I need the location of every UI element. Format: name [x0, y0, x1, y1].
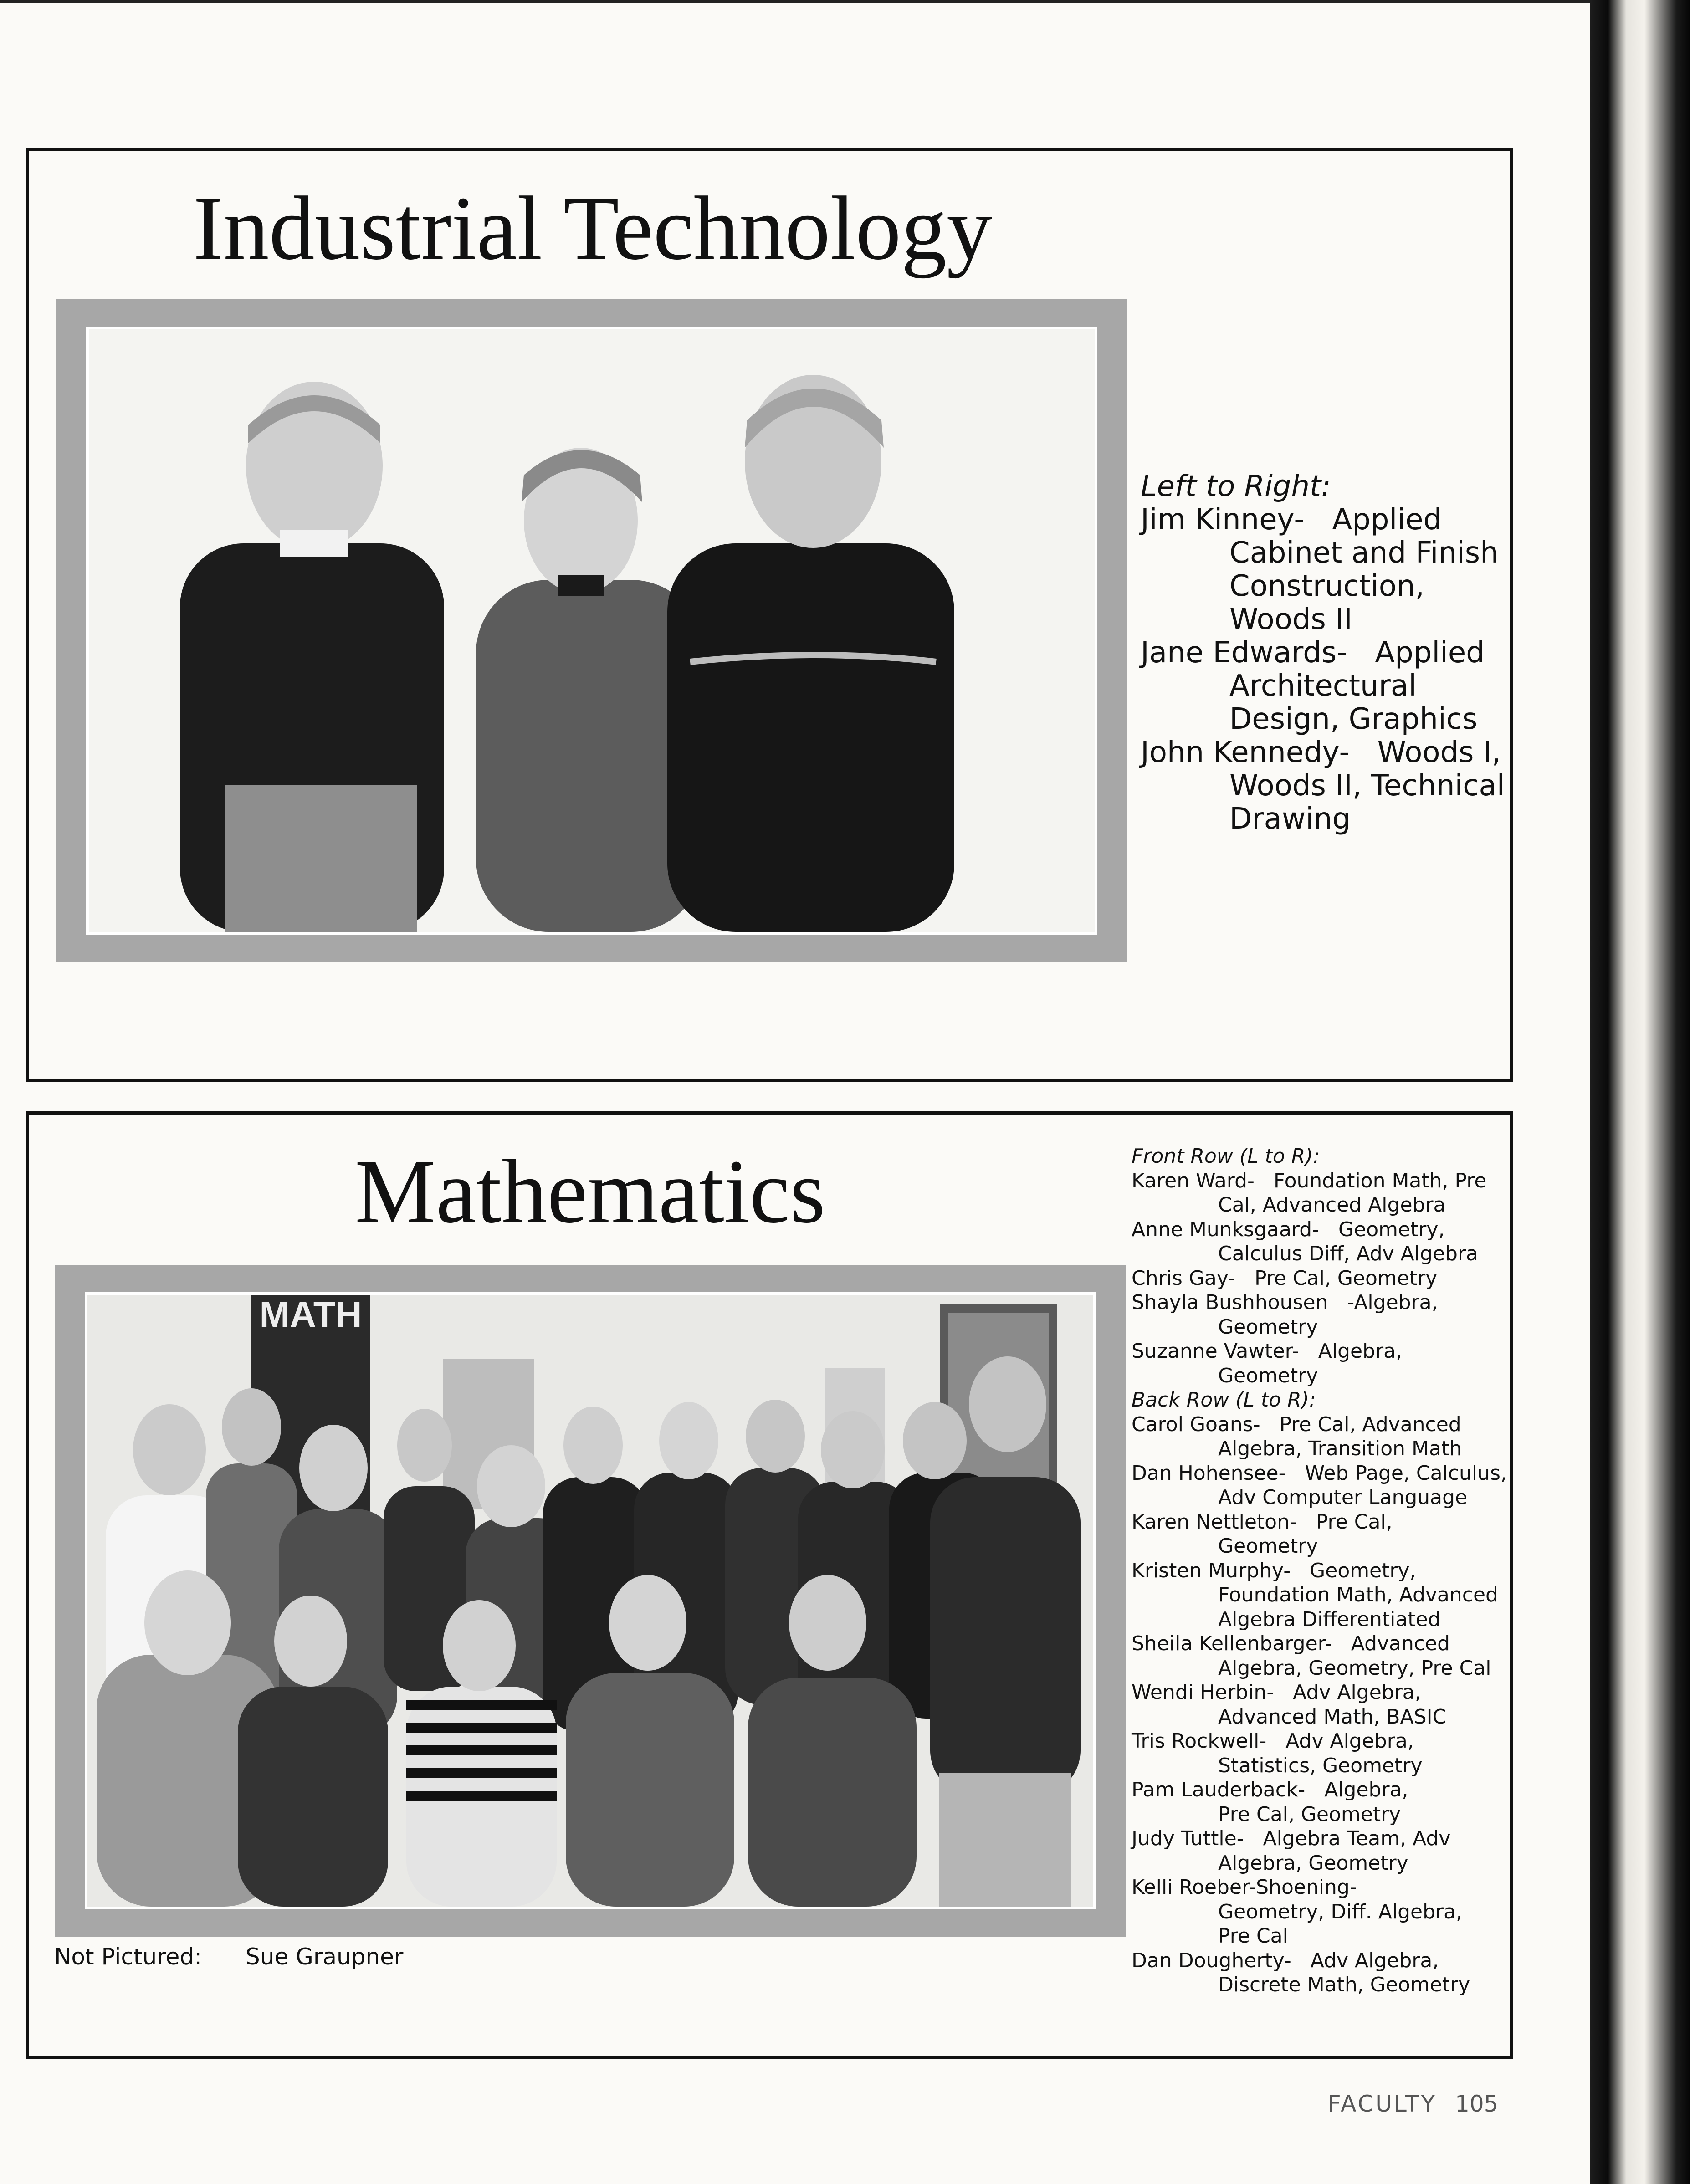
member-role: Woods I, — [1377, 736, 1501, 769]
not-pictured-label: Not Pictured: — [54, 1944, 202, 1970]
member-role-continued: Algebra, Geometry — [1218, 1851, 1408, 1875]
page-folio — [1328, 2091, 1499, 2117]
member-first-line — [1132, 1778, 1510, 1802]
member-role-continued: Adv Computer Language — [1218, 1486, 1468, 1509]
member-role-continued: Algebra Differentiated — [1218, 1607, 1441, 1631]
member-role-continued: Woods II, Technical — [1229, 769, 1505, 803]
industrial-technology-caption — [1141, 470, 1505, 836]
member-name: Anne Munksgaard- — [1132, 1217, 1320, 1241]
member-role: -Algebra, — [1347, 1291, 1438, 1314]
member-role-continued: Geometry — [1218, 1534, 1318, 1558]
member-first-line — [1132, 1169, 1510, 1193]
member-entry — [1132, 1510, 1510, 1559]
member-first-line — [1141, 636, 1505, 670]
member-role: Applied — [1375, 636, 1485, 670]
member-role: Pre Cal, Advanced — [1279, 1412, 1461, 1436]
book-binding-edge — [1590, 0, 1690, 2184]
member-name: Jim Kinney- — [1141, 503, 1305, 537]
not-pictured-line — [54, 1944, 403, 1970]
member-first-line — [1132, 1729, 1510, 1754]
member-role: Adv Algebra, — [1285, 1729, 1414, 1753]
member-name: Tris Rockwell- — [1132, 1729, 1267, 1753]
member-role: Web Page, Calculus, — [1305, 1461, 1507, 1485]
front-row-people — [97, 1570, 917, 1907]
member-name: Dan Hohensee- — [1132, 1461, 1286, 1485]
industrial-technology-photo-frame — [56, 299, 1127, 962]
member-role-continued: Construction, — [1229, 569, 1424, 603]
member-entry — [1141, 736, 1505, 836]
member-name: Pam Lauderback- — [1132, 1778, 1306, 1801]
member-first-line — [1132, 1217, 1510, 1242]
member-role: Applied — [1332, 503, 1442, 537]
member-first-line — [1141, 736, 1505, 769]
member-first-line — [1132, 1949, 1510, 1973]
member-name: John Kennedy- — [1141, 736, 1350, 769]
back-row-list — [1132, 1412, 1510, 1997]
member-first-line — [1132, 1412, 1510, 1437]
member-role-continued: Woods II — [1229, 603, 1352, 636]
member-name: Shayla Bushhousen — [1132, 1291, 1328, 1314]
member-name: Karen Ward- — [1132, 1169, 1255, 1192]
member-role-continued: Discrete Math, Geometry — [1218, 1973, 1470, 1996]
member-first-line — [1132, 1266, 1510, 1291]
member-first-line — [1132, 1339, 1510, 1364]
member-entry — [1132, 1412, 1510, 1461]
member-name: Wendi Herbin- — [1132, 1681, 1274, 1704]
member-list — [1141, 503, 1505, 836]
member-role-continued: Foundation Math, Advanced — [1218, 1583, 1498, 1606]
member-role: Geometry, — [1338, 1217, 1445, 1241]
member-role-continued: Cal, Advanced Algebra — [1218, 1193, 1446, 1217]
member-name: Kristen Murphy- — [1132, 1559, 1291, 1582]
mathematics-photo-frame — [55, 1265, 1126, 1937]
mathematics-photo — [85, 1292, 1096, 1909]
industrial-technology-panel — [26, 148, 1513, 1082]
member-entry — [1132, 1875, 1510, 1949]
back-row-heading: Back Row (L to R): — [1132, 1388, 1316, 1412]
member-first-line — [1132, 1510, 1510, 1534]
member-role: Algebra Team, Adv — [1263, 1827, 1451, 1850]
member-entry — [1132, 1680, 1510, 1729]
member-role-continued: Cabinet and Finish — [1229, 536, 1499, 570]
member-entry — [1132, 1169, 1510, 1217]
member-entry — [1141, 636, 1505, 736]
member-role-continued: Advanced Math, BASIC — [1218, 1705, 1447, 1729]
member-entry — [1141, 503, 1505, 636]
member-role-continued: Pre Cal, Geometry — [1218, 1802, 1401, 1826]
member-first-line — [1132, 1875, 1510, 1900]
member-entry — [1132, 1290, 1510, 1339]
member-role-continued: Calculus Diff, Adv Algebra — [1218, 1242, 1478, 1265]
member-role: Pre Cal, — [1316, 1510, 1393, 1534]
page-number: 105 — [1455, 2091, 1499, 2117]
mathematics-caption — [1132, 1144, 1510, 1997]
member-entry — [1132, 1729, 1510, 1778]
member-role-continued: Geometry — [1218, 1364, 1318, 1387]
front-row-heading: Front Row (L to R): — [1132, 1145, 1320, 1168]
page-top-edge — [0, 0, 1590, 3]
member-entry — [1132, 1632, 1510, 1680]
industrial-technology-photo — [86, 327, 1097, 935]
member-role-continued: Statistics, Geometry — [1218, 1754, 1423, 1777]
member-name: Judy Tuttle- — [1132, 1827, 1244, 1850]
member-entry — [1132, 1461, 1510, 1510]
member-first-line — [1132, 1680, 1510, 1705]
member-entry — [1132, 1339, 1510, 1388]
not-pictured-names: Sue Graupner — [246, 1944, 404, 1970]
member-role: Pre Cal, Geometry — [1255, 1266, 1438, 1290]
member-name: Karen Nettleton- — [1132, 1510, 1297, 1534]
member-first-line — [1132, 1826, 1510, 1851]
folio-section: FACULTY — [1328, 2091, 1437, 2117]
member-role-continued: Geometry — [1218, 1315, 1318, 1339]
member-role: Foundation Math, Pre — [1273, 1169, 1487, 1192]
member-name: Sheila Kellenbarger- — [1132, 1632, 1332, 1655]
member-role-continued: Pre Cal — [1218, 1924, 1288, 1948]
member-role-continued: Drawing — [1229, 802, 1351, 836]
faculty-group-photo — [89, 329, 1095, 932]
member-role-continued: Architectural — [1229, 669, 1417, 703]
member-entry — [1132, 1949, 1510, 1997]
member-name: Suzanne Vawter- — [1132, 1340, 1299, 1363]
caption-heading: Left to Right: — [1141, 470, 1331, 503]
member-role-continued: Algebra, Geometry, Pre Cal — [1218, 1656, 1491, 1680]
member-role: Adv Algebra, — [1293, 1681, 1421, 1704]
faculty-group-photo — [87, 1295, 1093, 1907]
member-entry — [1132, 1778, 1510, 1826]
member-name: Chris Gay- — [1132, 1266, 1236, 1290]
member-name: Carol Goans- — [1132, 1412, 1260, 1436]
member-role: Advanced — [1351, 1632, 1450, 1655]
member-role: Adv Algebra, — [1310, 1949, 1439, 1972]
mathematics-panel — [26, 1111, 1513, 2059]
mathematics-title: Mathematics — [355, 1141, 826, 1242]
member-role-continued: Design, Graphics — [1229, 702, 1478, 736]
member-entry — [1132, 1559, 1510, 1632]
member-role: Algebra, — [1318, 1340, 1403, 1363]
poster-title: MATH — [259, 1295, 362, 1335]
member-first-line — [1132, 1559, 1510, 1583]
member-name: Dan Dougherty- — [1132, 1949, 1291, 1972]
member-role-continued: Algebra, Transition Math — [1218, 1437, 1462, 1460]
member-name: Jane Edwards- — [1141, 636, 1347, 670]
member-role: Algebra, — [1324, 1778, 1408, 1801]
industrial-technology-title: Industrial Technology — [193, 178, 993, 279]
member-name: Kelli Roeber-Shoening- — [1132, 1876, 1357, 1899]
member-role-continued: Geometry, Diff. Algebra, — [1218, 1900, 1463, 1923]
member-role: Geometry, — [1310, 1559, 1416, 1582]
front-row-list — [1132, 1169, 1510, 1388]
member-first-line — [1141, 503, 1505, 537]
member-first-line — [1132, 1632, 1510, 1656]
member-first-line — [1132, 1290, 1510, 1315]
member-entry — [1132, 1266, 1510, 1291]
member-entry — [1132, 1826, 1510, 1875]
member-entry — [1132, 1217, 1510, 1266]
member-first-line — [1132, 1461, 1510, 1486]
